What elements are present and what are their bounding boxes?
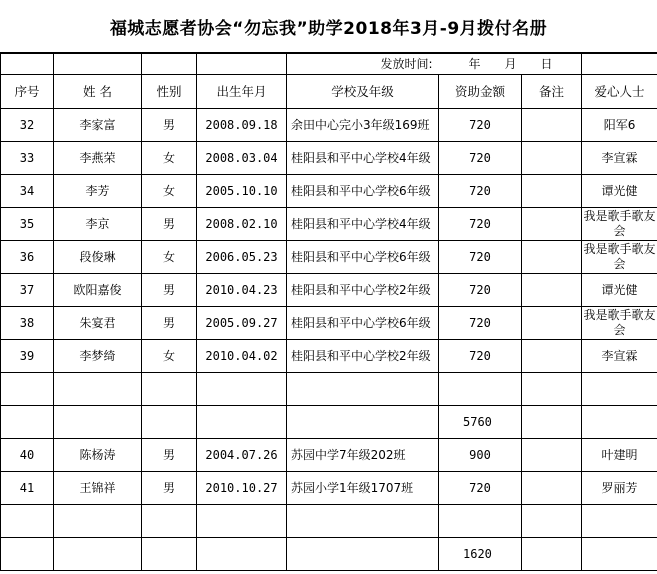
cell-birth: 2010.04.23 <box>197 274 287 307</box>
sheet-title: 福城志愿者协会“勿忘我”助学2018年3月-9月拨付名册 <box>0 0 657 53</box>
cell-name: 李燕荣 <box>54 142 142 175</box>
cell-amount: 720 <box>439 142 522 175</box>
cell-note <box>522 472 582 505</box>
cell-note <box>522 439 582 472</box>
cell-gender: 女 <box>142 142 197 175</box>
cell-donor: 叶建明 <box>582 439 657 472</box>
cell-no: 41 <box>1 472 54 505</box>
table-row <box>1 274 657 307</box>
cell-amount: 720 <box>439 175 522 208</box>
cell-gender: 男 <box>142 307 197 340</box>
table-row <box>1 340 657 373</box>
cell-school: 苏园中学7年级202班 <box>287 439 439 472</box>
cell-birth: 2005.10.10 <box>197 175 287 208</box>
cell-gender: 男 <box>142 208 197 241</box>
table-row <box>1 439 657 472</box>
cell-name: 王锦祥 <box>54 472 142 505</box>
cell-amount: 720 <box>439 109 522 142</box>
cell-note <box>522 109 582 142</box>
cell-no: 38 <box>1 307 54 340</box>
cell-gender: 女 <box>142 340 197 373</box>
cell-name: 李芳 <box>54 175 142 208</box>
cell-amount: 720 <box>439 472 522 505</box>
header-cell: 序号 <box>1 75 54 109</box>
cell-name: 李家富 <box>54 109 142 142</box>
header-row <box>1 75 657 109</box>
header-cell: 备注 <box>522 75 582 109</box>
roster-table <box>0 53 657 571</box>
cell-school: 余田中心完小3年级169班 <box>287 109 439 142</box>
cell-note <box>522 340 582 373</box>
cell-gender: 女 <box>142 175 197 208</box>
cell-birth: 2008.03.04 <box>197 142 287 175</box>
cell-school: 桂阳县和平中心学校6年级 <box>287 241 439 274</box>
cell-amount: 720 <box>439 208 522 241</box>
cell-no: 40 <box>1 439 54 472</box>
cell-note <box>522 175 582 208</box>
cell-birth: 2008.02.10 <box>197 208 287 241</box>
cell-donor: 李宣霖 <box>582 340 657 373</box>
cell-school: 桂阳县和平中心学校4年级 <box>287 208 439 241</box>
cell-school: 桂阳县和平中心学校4年级 <box>287 142 439 175</box>
table-row <box>1 109 657 142</box>
header-cell: 性别 <box>142 75 197 109</box>
blank-row <box>1 505 657 538</box>
cell-birth: 2004.07.26 <box>197 439 287 472</box>
table-row <box>1 175 657 208</box>
cell-gender: 男 <box>142 274 197 307</box>
cell-no: 32 <box>1 109 54 142</box>
header-cell: 学校及年级 <box>287 75 439 109</box>
table-row <box>1 142 657 175</box>
cell-school: 桂阳县和平中心学校6年级 <box>287 175 439 208</box>
cell-name: 李梦绮 <box>54 340 142 373</box>
cell-gender: 女 <box>142 241 197 274</box>
cell-no: 37 <box>1 274 54 307</box>
header-cell: 爱心人士 <box>582 75 657 109</box>
cell-no: 33 <box>1 142 54 175</box>
cell-birth: 2005.09.27 <box>197 307 287 340</box>
table-row <box>1 307 657 340</box>
cell-no: 39 <box>1 340 54 373</box>
cell-no: 36 <box>1 241 54 274</box>
header-cell: 出生年月 <box>197 75 287 109</box>
subtotal-amount: 5760 <box>439 406 522 439</box>
subtotal-amount: 1620 <box>439 538 522 571</box>
blank-row <box>1 373 657 406</box>
date-label: 发放时间: <box>287 54 439 75</box>
cell-donor: 李宣霖 <box>582 142 657 175</box>
cell-school: 桂阳县和平中心学校2年级 <box>287 340 439 373</box>
cell-amount: 720 <box>439 241 522 274</box>
cell-name: 段俊琳 <box>54 241 142 274</box>
cell-birth: 2010.04.02 <box>197 340 287 373</box>
cell-birth: 2010.10.27 <box>197 472 287 505</box>
cell-donor: 我是歌手歌友会 <box>582 208 657 241</box>
cell-amount: 720 <box>439 340 522 373</box>
cell-amount: 720 <box>439 274 522 307</box>
cell-birth: 2008.09.18 <box>197 109 287 142</box>
cell-name: 朱宴君 <box>54 307 142 340</box>
cell-gender: 男 <box>142 109 197 142</box>
cell-name: 欧阳嘉俊 <box>54 274 142 307</box>
cell-note <box>522 274 582 307</box>
cell-school: 苏园小学1年级1707班 <box>287 472 439 505</box>
cell-note <box>522 142 582 175</box>
table-row <box>1 208 657 241</box>
cell-donor: 我是歌手歌友会 <box>582 241 657 274</box>
cell-donor: 谭光健 <box>582 274 657 307</box>
cell-birth: 2006.05.23 <box>197 241 287 274</box>
cell-donor: 阳军6 <box>582 109 657 142</box>
cell-no: 35 <box>1 208 54 241</box>
cell-amount: 900 <box>439 439 522 472</box>
cell-name: 陈杨涛 <box>54 439 142 472</box>
cell-donor: 谭光健 <box>582 175 657 208</box>
subtotal-row <box>1 538 657 571</box>
table-row <box>1 472 657 505</box>
date-value: 年 月 日 <box>439 54 582 75</box>
header-cell: 姓 名 <box>54 75 142 109</box>
subtotal-row <box>1 406 657 439</box>
cell-donor: 罗丽芳 <box>582 472 657 505</box>
cell-name: 李京 <box>54 208 142 241</box>
table-row <box>1 241 657 274</box>
cell-school: 桂阳县和平中心学校2年级 <box>287 274 439 307</box>
cell-amount: 720 <box>439 307 522 340</box>
header-cell: 资助金额 <box>439 75 522 109</box>
date-row <box>1 54 657 75</box>
cell-school: 桂阳县和平中心学校6年级 <box>287 307 439 340</box>
cell-note <box>522 241 582 274</box>
cell-donor: 我是歌手歌友会 <box>582 307 657 340</box>
cell-no: 34 <box>1 175 54 208</box>
cell-gender: 男 <box>142 439 197 472</box>
cell-note <box>522 307 582 340</box>
cell-note <box>522 208 582 241</box>
cell-gender: 男 <box>142 472 197 505</box>
